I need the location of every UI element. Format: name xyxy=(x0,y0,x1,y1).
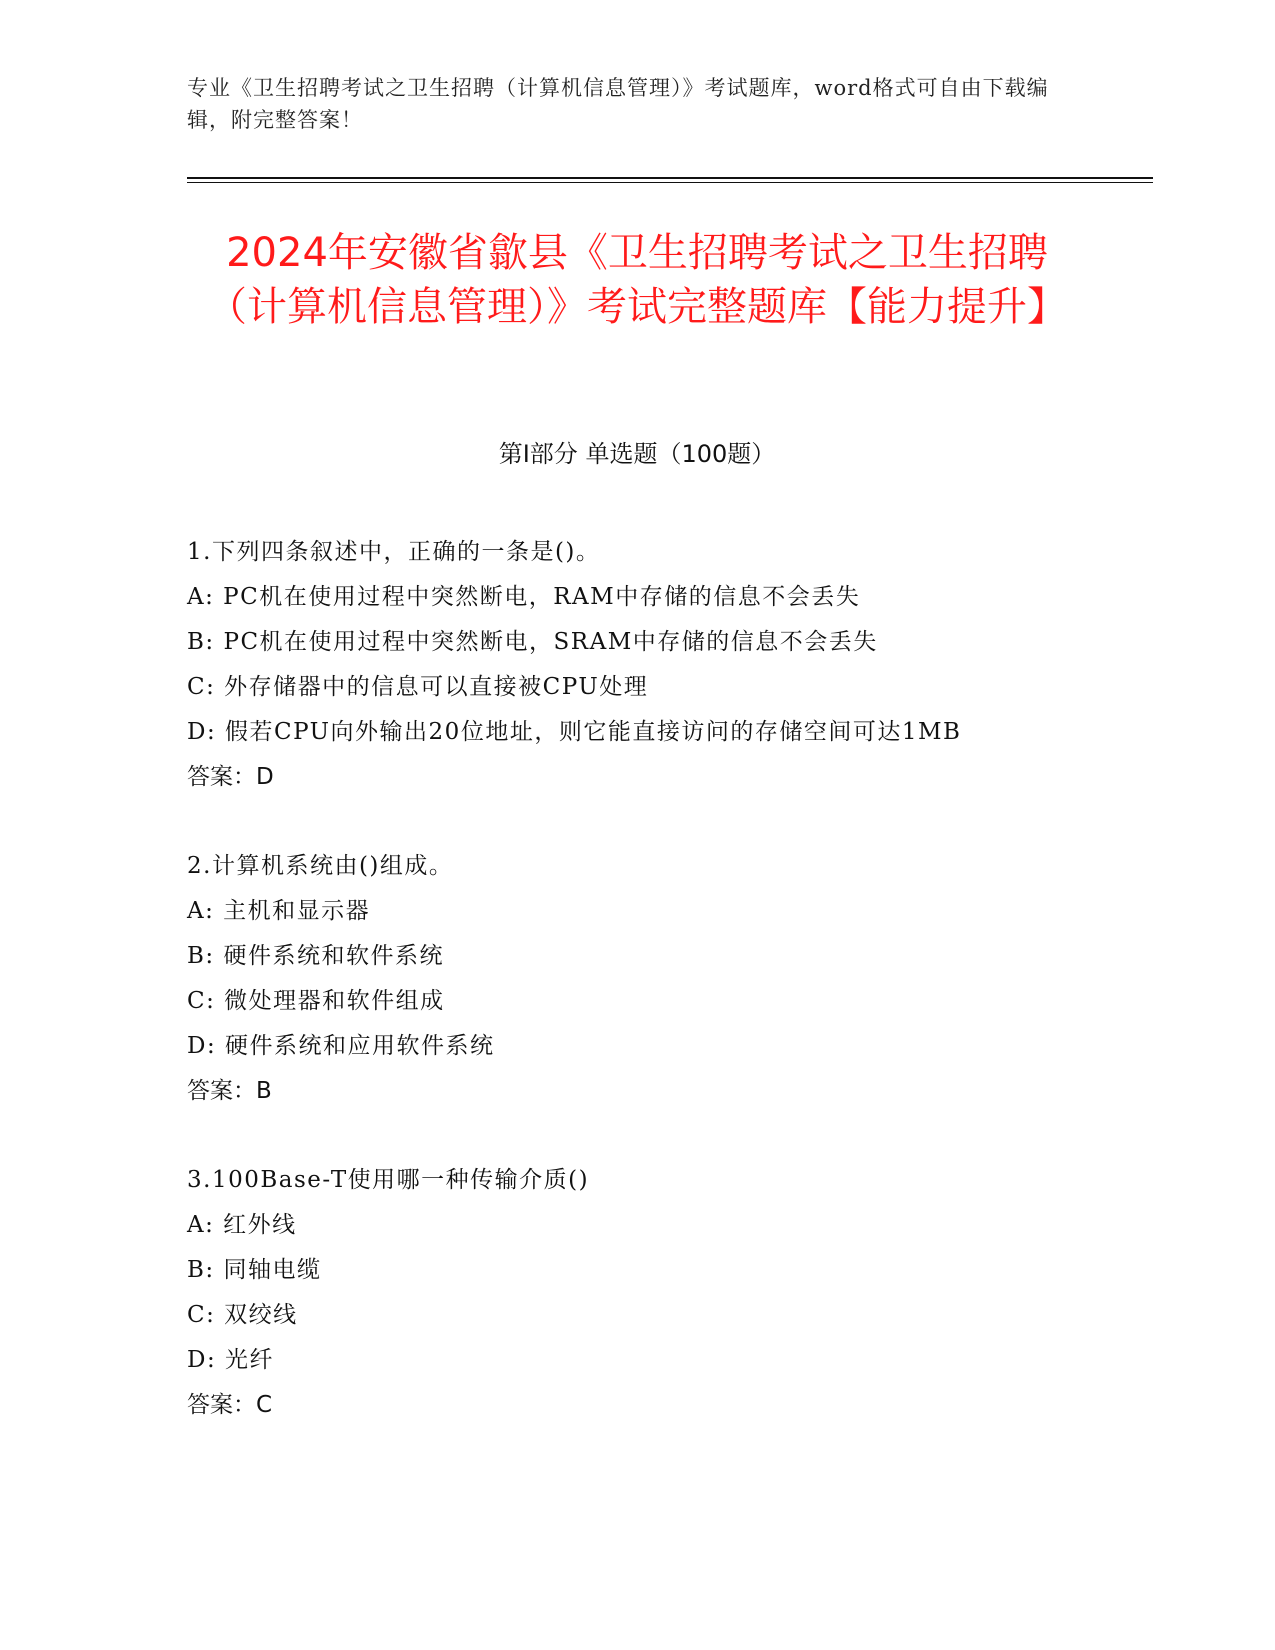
question-list xyxy=(187,530,1147,1472)
answer-label: 答案： xyxy=(187,764,256,790)
option-a: A: 主机和显示器 xyxy=(187,898,371,924)
option-d: D: 光纤 xyxy=(187,1347,275,1373)
answer-value: B xyxy=(256,1078,272,1104)
answer-label: 答案： xyxy=(187,1078,256,1104)
answer-label: 答案： xyxy=(187,1392,256,1418)
header-divider-thick xyxy=(187,177,1153,179)
option-c: C: 微处理器和软件组成 xyxy=(187,988,445,1014)
option-a: A: PC机在使用过程中突然断电，RAM中存储的信息不会丢失 xyxy=(187,584,861,610)
answer-line xyxy=(187,1069,1147,1114)
option-b: B: 同轴电缆 xyxy=(187,1257,322,1283)
option-d: D: 假若CPU向外输出20位地址，则它能直接访问的存储空间可达1MB xyxy=(187,719,962,745)
header-note: 专业《卫生招聘考试之卫生招聘（计算机信息管理）》考试题库，word格式可自由下载编辑，附完整答案！ xyxy=(187,76,1049,132)
answer-line xyxy=(187,755,1147,800)
question-2 xyxy=(187,844,1147,1114)
header-divider-thin xyxy=(187,182,1153,183)
answer-value: C xyxy=(256,1392,273,1418)
question-stem: 1.下列四条叙述中，正确的一条是()。 xyxy=(187,539,601,565)
option-a: A: 红外线 xyxy=(187,1212,297,1238)
option-d: D: 硬件系统和应用软件系统 xyxy=(187,1033,495,1059)
option-c: C: 外存储器中的信息可以直接被CPU处理 xyxy=(187,674,649,700)
option-b: B: 硬件系统和软件系统 xyxy=(187,943,444,969)
section-heading: 第I部分 单选题（100题） xyxy=(498,440,776,468)
question-3 xyxy=(187,1158,1147,1428)
question-stem: 2.计算机系统由()组成。 xyxy=(187,853,454,879)
answer-value: D xyxy=(256,764,274,790)
document-title: 2024年安徽省歙县《卫生招聘考试之卫生招聘（计算机信息管理）》考试完整题库【能力提升】 xyxy=(207,230,1067,330)
question-1 xyxy=(187,530,1147,800)
option-b: B: PC机在使用过程中突然断电，SRAM中存储的信息不会丢失 xyxy=(187,629,878,655)
question-stem: 3.100Base-T使用哪一种传输介质() xyxy=(187,1167,590,1193)
answer-line xyxy=(187,1383,1147,1428)
option-c: C: 双绞线 xyxy=(187,1302,298,1328)
